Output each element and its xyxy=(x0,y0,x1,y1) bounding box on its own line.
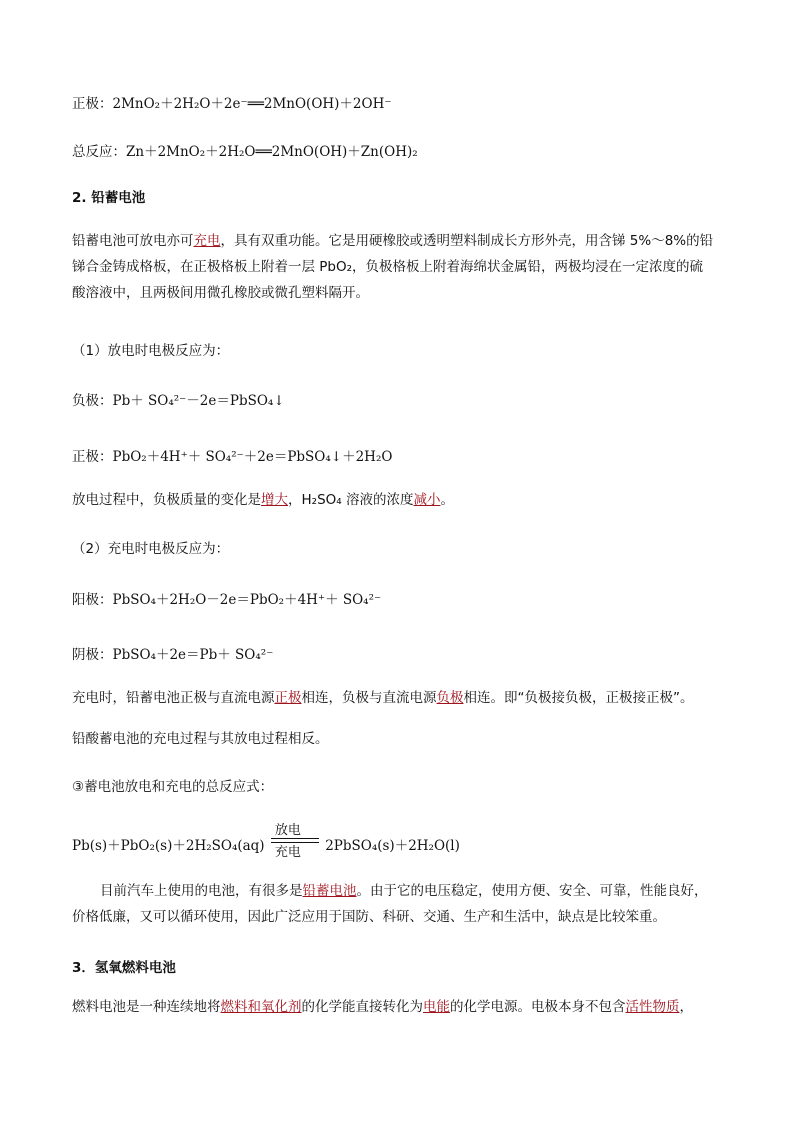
equation-right: 2PbSO₄(s)＋2H₂O(l) xyxy=(325,838,460,854)
reversible-arrow xyxy=(269,822,321,860)
section-heading-lead-acid: 2. 铅蓄电池 xyxy=(72,190,146,206)
reverse-note: 铅酸蓄电池的充电过程与其放电过程相反。 xyxy=(72,731,329,747)
text: ， xyxy=(679,999,693,1015)
text: 相连，负极与直流电源 xyxy=(301,690,437,706)
equation-line-anode xyxy=(72,590,381,610)
paragraph-lead-acid-intro xyxy=(72,228,722,306)
highlight-charge: 充电 xyxy=(193,233,221,249)
text: 。 xyxy=(440,492,454,508)
label: 正极： xyxy=(72,96,113,112)
arrow-label-charge: 充电 xyxy=(274,844,301,860)
text: 锑合金铸成格板，在正极格板上附着一层 PbO₂，负极格板上附着海绵状金属铅，两极均浸在一定浓度的硫 xyxy=(72,259,704,275)
highlight-negative: 负极 xyxy=(436,690,464,706)
subsection-total-reaction: ③蓄电池放电和充电的总反应式： xyxy=(72,779,274,795)
arrow-label-discharge: 放电 xyxy=(274,822,301,838)
equation: PbO₂＋4H⁺＋ SO₄²⁻＋2e＝PbSO₄↓＋2H₂O xyxy=(112,449,393,465)
highlight-positive: 正极 xyxy=(274,690,302,706)
equation-left: Pb(s)＋PbO₂(s)＋2H₂SO₄(aq) xyxy=(72,838,265,854)
equation: PbSO₄＋2H₂O－2e＝PbO₂＋4H⁺＋ SO₄²⁻ xyxy=(112,592,382,608)
label: 阳极： xyxy=(72,592,113,608)
highlight-increase: 增大 xyxy=(261,492,288,508)
label: 总反应： xyxy=(72,144,126,160)
text: 价格低廉，又可以循环使用，因此广泛应用于国防、科研、交通、生产和生活中，缺点是比较笨重。 xyxy=(72,909,666,925)
equation-line-positive xyxy=(72,447,392,467)
text: 相连。即“负极接负极，正极接正极”。 xyxy=(463,690,694,706)
text: 充电时，铅蓄电池正极与直流电源 xyxy=(72,690,275,706)
equation-line-cathode xyxy=(72,645,273,665)
equation-line-negative xyxy=(72,391,285,411)
section-heading-fuel-cell: 3．氢氧燃料电池 xyxy=(72,960,176,976)
text: 燃料电池是一种连续地将 xyxy=(72,999,221,1015)
equation-line-total-lead-acid xyxy=(72,822,460,860)
label: 阴极： xyxy=(72,647,113,663)
equation: Pb＋ SO₄²⁻－2e＝PbSO₄↓ xyxy=(112,393,285,409)
equation: PbSO₄＋2e＝Pb＋ SO₄²⁻ xyxy=(112,647,274,663)
equation: 2MnO₂＋2H₂O＋2e⁻══2MnO(OH)＋2OH⁻ xyxy=(112,96,392,112)
label: 正极： xyxy=(72,449,113,465)
text: ，H₂SO₄ 溶液的浓度 xyxy=(288,492,414,508)
equation: Zn＋2MnO₂＋2H₂O══2MnO(OH)＋Zn(OH)₂ xyxy=(126,144,418,160)
text: 的化学能直接转化为 xyxy=(301,999,423,1015)
subsection-charge: （2）充电时电极反应为： xyxy=(72,541,230,557)
text: 放电过程中，负极质量的变化是 xyxy=(72,492,261,508)
discharge-note xyxy=(72,490,454,510)
text: 酸溶液中，且两极间用微孔橡胶或微孔塑料隔开。 xyxy=(72,285,369,301)
highlight-electric-energy: 电能 xyxy=(423,999,450,1015)
paragraph-car-battery xyxy=(72,878,722,930)
equation-line-positive-mno2 xyxy=(72,94,392,114)
text: 目前汽车上使用的电池，有很多是 xyxy=(100,883,303,899)
subsection-discharge: （1）放电时电极反应为： xyxy=(72,343,230,359)
text: 。由于它的电压稳定，使用方便、安全、可靠，性能良好， xyxy=(356,883,708,899)
label: 负极： xyxy=(72,393,113,409)
text: 的化学电源。电极本身不包含 xyxy=(450,999,626,1015)
paragraph-fuel-cell xyxy=(72,997,693,1017)
arrow-line-top xyxy=(271,838,319,839)
highlight-lead-acid: 铅蓄电池 xyxy=(302,883,357,899)
equation-line-total-zn xyxy=(72,142,418,162)
charge-note xyxy=(72,688,694,708)
highlight-active-substance: 活性物质 xyxy=(625,999,680,1015)
highlight-decrease: 减小 xyxy=(413,492,441,508)
text: ，具有双重功能。它是用硬橡胶或透明塑料制成长方形外壳，用含锑 5%～8%的铅 xyxy=(220,233,714,249)
text: 铅蓄电池可放电亦可 xyxy=(72,233,194,249)
highlight-fuel-oxidizer: 燃料和氧化剂 xyxy=(220,999,302,1015)
